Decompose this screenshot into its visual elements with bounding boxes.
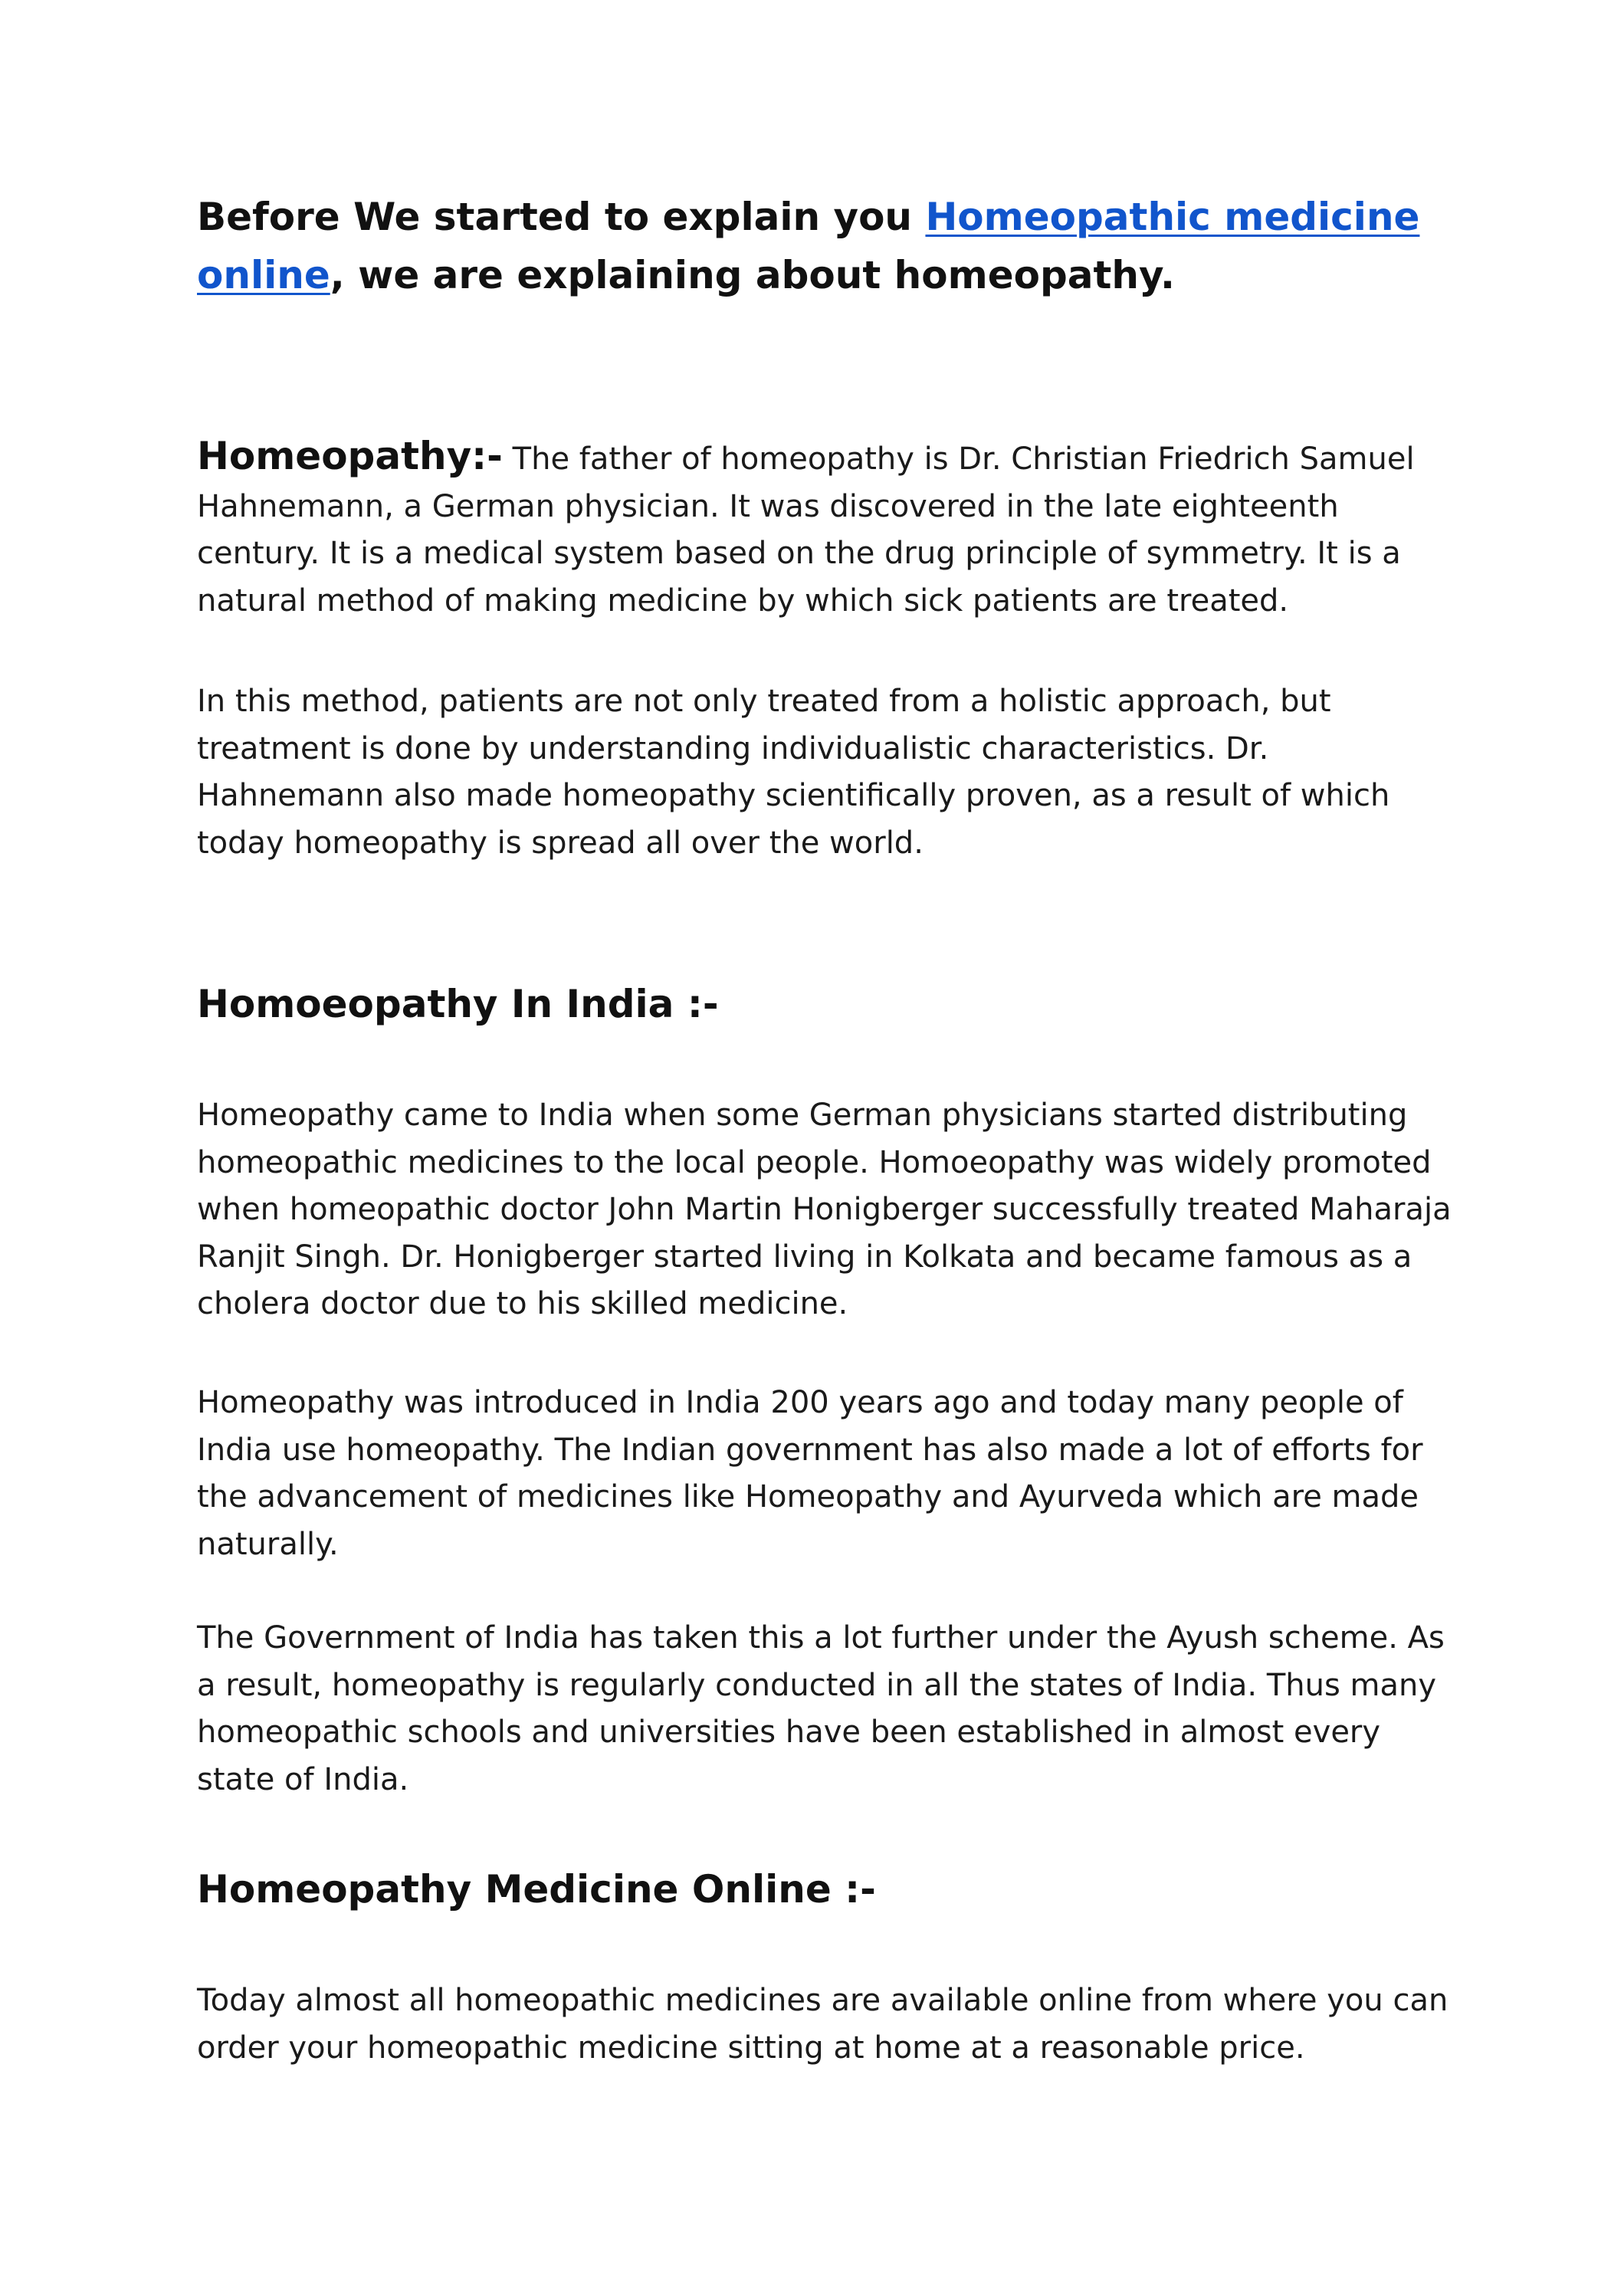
- online-paragraph-1: Today almost all homeopathic medicines are available online from where you can order your homeopathic medicine sitting at home at a reasonable price.: [197, 1983, 1448, 2066]
- india-paragraph-2: Homeopathy was introduced in India 200 years ago and today many people of India use homeopathy. The Indian government has also made a lot of efforts for the advancement of medicines like Homeopathy and Ayurveda which are made naturally.: [197, 1385, 1423, 1562]
- homeopathy-paragraph-2: In this method, patients are not only treated from a holistic approach, but treatment is done by understanding individualistic characteristics. Dr. Hahnemann also made homeopathy scientifically proven, as a result of which today homeopathy is spread all over the world.: [197, 684, 1390, 861]
- online-section-heading-block: [197, 1862, 1454, 1916]
- india-paragraph-1-block: [197, 1092, 1454, 1328]
- online-heading: Homeopathy Medicine Online :-: [197, 1867, 876, 1912]
- india-paragraph-3: The Government of India has taken this a lot further under the Ayush scheme. As a result, homeopathy is regularly conducted in all the states of India. Thus many homeopathic schools and universities have been established in almost every state of India.: [197, 1620, 1445, 1797]
- homeopathy-lead: Homeopathy:-: [197, 434, 503, 478]
- homeopathic-medicine-online-link[interactable]: Homeopathic medicine online: [197, 195, 1420, 297]
- homeopathy-section-2: [197, 678, 1454, 867]
- india-section-heading-block: [197, 977, 1454, 1031]
- intro-block: [197, 188, 1454, 304]
- intro-text-after: , we are explaining about homeopathy.: [330, 253, 1175, 297]
- online-paragraph-1-block: [197, 1977, 1454, 2072]
- india-heading: Homoeopathy In India :-: [197, 982, 719, 1026]
- india-paragraph-3-block: [197, 1615, 1454, 1803]
- india-paragraph-2-block: [197, 1380, 1454, 1568]
- homeopathy-paragraph-1-text: The father of homeopathy is Dr. Christian Friedrich Samuel Hahnemann, a German physician. It was discovered in the late eighteenth century. It is a medical system based on the drug principle of symmetry. It is a natural method of making medicine by which sick patients are treated.: [197, 441, 1415, 619]
- homeopathy-section: [197, 433, 1454, 625]
- intro-paragraph: [197, 188, 1454, 304]
- india-paragraph-1: Homeopathy came to India when some German physicians started distributing homeopathic medicines to the local people. Homoeopathy was widely promoted when homeopathic doctor John Martin Honigberger successfully treated Maharaja Ranjit Singh. Dr. Honigberger started living in Kolkata and became famous as a cholera doctor due to his skilled medicine.: [197, 1098, 1452, 1321]
- intro-text-before: Before We started to explain you: [197, 195, 926, 239]
- homeopathy-paragraph-1: [197, 433, 1454, 625]
